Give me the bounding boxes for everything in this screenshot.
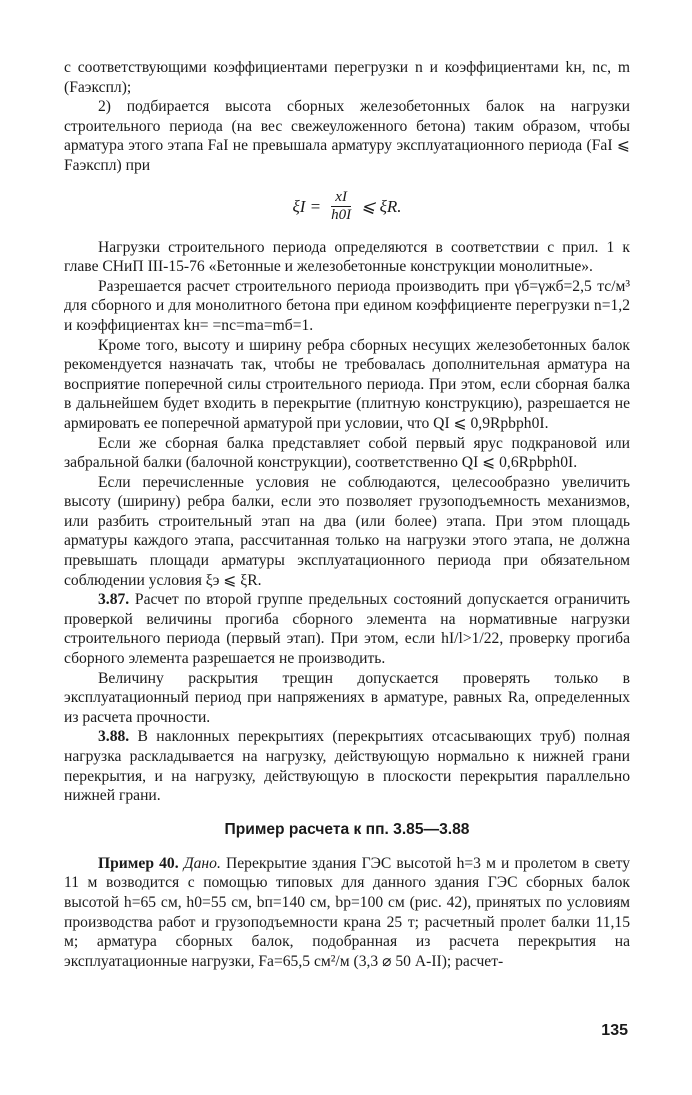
paragraph-item-2: 2) подбирается высота сборных железобетонных балок на нагрузки строительного периода (на вес свежеуложенного бетона) таким образом, чтобы арматура этого этапа FaI не превышала арматуру эксплуатационного периода (FaI ⩽ Fаэкспл) при xyxy=(64,98,630,174)
formula-rhs: ⩽ ξR. xyxy=(361,196,402,216)
paragraph-if-beam: Если же сборная балка представляет собой первый ярус подкрановой или забральной балки (балочной конструкции), соответственно QI ⩽ 0,6Rрbрh0I. xyxy=(64,434,630,472)
paragraph-example xyxy=(64,854,630,972)
paragraph-loads: Нагрузки строительного периода определяются в соответствии с прил. 1 к главе СНиП III-15-76 «Бетонные и железобетонные конструкции монолитные». xyxy=(64,238,630,276)
paragraph-3-87-text: Расчет по второй группе предельных состояний допускается ограничить проверкой величины прогиба сборного элемента на нормативные нагрузки строительного периода (первый этап). При этом, если hI/l>1/22, проверку прогиба сборного элемента разрешается не производить. xyxy=(64,591,630,668)
section-number-3-88: 3.88. xyxy=(98,728,130,746)
paragraph-3-88 xyxy=(64,727,630,805)
example-number: Пример 40. xyxy=(98,854,179,872)
paragraph-allowed: Разрешается расчет строительного периода производить при γб=γжб=2,5 тс/м³ для сборного и для монолитного бетона при едином коэффициенте перегрузки n=1,2 и коэффициентах kн= =nс=mа=mб=1. xyxy=(64,277,630,334)
formula-xi xyxy=(64,176,630,238)
paragraph-continuation: с соответствующими коэффициентами перегрузки n и коэффициентами kн, nс, m (Fаэкспл); xyxy=(64,59,630,96)
formula-denominator: h0I xyxy=(331,207,352,224)
text-block-main xyxy=(64,238,630,806)
example-given: Дано. xyxy=(183,854,221,872)
formula-fraction xyxy=(327,189,355,224)
formula-numerator: xI xyxy=(331,189,351,207)
text-block-top xyxy=(64,58,630,176)
paragraph-if-not: Если перечисленные условия не соблюдаются, целесообразно увеличить высоту (ширину) ребра балки, если это позволяет грузоподъемность механизмов, или разбить строительный этап на два (или более) этапа. При этом площадь арматуры каждого этапа, рассчитанная только на нагрузки этого этапа, не должна превышать площади арматуры эксплуатационного периода при обязательном соблюдении условия ξэ ⩽ ξR. xyxy=(64,473,630,589)
paragraph-crack: Величину раскрытия трещин допускается проверять только в эксплуатационный период при напряжениях в арматуре, равных Rа, определенных из расчета прочности. xyxy=(64,669,630,726)
paragraph-3-88-text: В наклонных перекрытиях (перекрытиях отсасывающих труб) полная нагрузка раскладывается на нагрузку, действующую нормально к нижней грани перекрытия, и на нагрузку, действующую в плоскости перекрытия параллельно нижней грани. xyxy=(64,728,630,805)
section-number-3-87: 3.87. xyxy=(98,591,130,609)
example-text: Перекрытие здания ГЭС высотой h=3 м и пролетом в свету 11 м возводится с помощью типовых для данного здания ГЭС сборных балок высотой h=65 см, h0=55 см, bп=140 см, bр=100 см (рис. 42), принятых по условиям производства работ и грузоподъемности крана 25 т; расчетный пролет балки 11,15 м; арматура сборных балок, подобранная из расчета перекрытия на эксплуатационные нагрузки, Fа=65,5 см²/м (3,3 ⌀ 50 А-II); расчет- xyxy=(64,854,630,970)
formula-lhs: ξI = xyxy=(292,196,322,216)
paragraph-3-87 xyxy=(64,590,630,668)
paragraph-besides: Кроме того, высоту и ширину ребра сборных несущих железобетонных балок рекомендуется назначать так, чтобы не требовалась дополнительная арматура на восприятие поперечной силы строительного периода. При этом, если сборная балка в дальнейшем будет входить в перекрытие (плитную конструкцию), разрешается не армировать ее поперечной арматурой при условии, что QI ⩽ 0,9Rрbрh0I. xyxy=(64,336,630,432)
section-heading: Пример расчета к пп. 3.85—3.88 xyxy=(224,820,470,838)
page-number: 135 xyxy=(601,1022,628,1039)
